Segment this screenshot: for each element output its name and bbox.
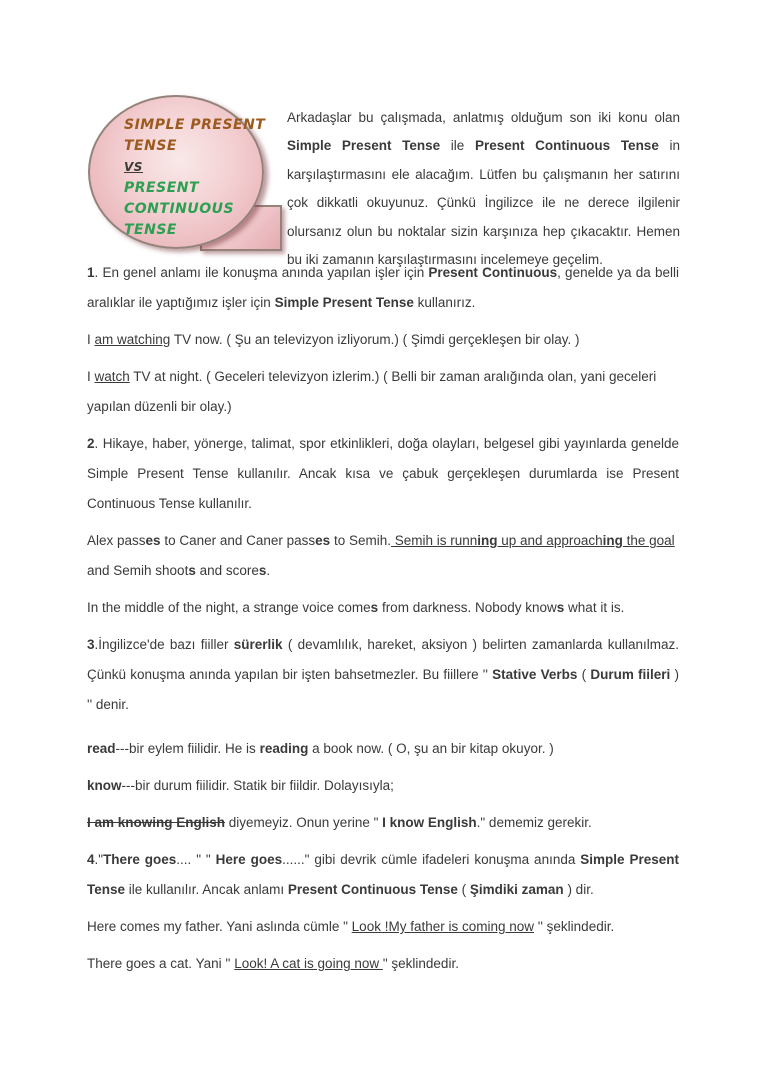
text-segment: . En genel anlamı ile konuşma anında yapılan işler için: [94, 265, 429, 280]
text-segment: Here comes my father. Yani aslında cümle ": [87, 919, 352, 934]
text-segment: 1: [87, 265, 95, 280]
text-segment: Alex pass: [87, 533, 146, 548]
text-segment: ) dir.: [563, 882, 594, 897]
text-segment: I am knowing English: [87, 815, 226, 830]
text-segment: reading: [259, 741, 309, 756]
text-segment: There goes: [103, 852, 177, 867]
text-segment: Here goes: [215, 852, 283, 867]
text-segment: , genelde ya da belli aralıklar ile yaptığımız işler için: [87, 265, 679, 310]
text-segment: Look! A cat is going now: [234, 956, 383, 971]
text-segment: .: [266, 563, 271, 578]
text-segment: ---bir eylem fiilidir. He is: [115, 741, 260, 756]
text-segment: es: [315, 533, 331, 548]
text-segment: ---bir durum fiilidir. Statik bir fiildir. Dolayısıyla;: [121, 778, 394, 793]
example-am-watching: [87, 325, 679, 355]
paragraph-2: [87, 429, 679, 519]
text-segment: sürerlik: [233, 637, 283, 652]
intro-paragraph: [287, 104, 680, 275]
text-segment: watch: [94, 369, 130, 384]
text-segment: Şimdiki zaman: [469, 882, 564, 897]
text-segment: ing: [477, 533, 498, 548]
text-segment: Present Continuous Tense: [474, 138, 659, 153]
text-segment: I: [87, 332, 95, 347]
paragraph-4: [87, 845, 679, 905]
text-segment: TV now. ( Şu an televizyon izliyorum.) ( Şimdi gerçekleşen bir olay. ): [170, 332, 580, 347]
example-night-voice: [87, 593, 679, 623]
text-segment: . Hikaye, haber, yönerge, talimat, spor etkinlikleri, doğa olayları, belgesel gibi yayınlarda genelde Simple Present Tense kullanılır. Ancak kısa ve çabuk gerçekleşen durumlarda ise Present Continuous Tense kullanılır.: [87, 436, 679, 511]
text-segment: to Semih.: [330, 533, 391, 548]
text-segment: ing: [602, 533, 623, 548]
text-segment: 2: [87, 436, 95, 451]
bubble-title-line4: CONTINUOUS: [124, 201, 235, 217]
text-segment: and score: [195, 563, 259, 578]
example-there-goes-cat: [87, 949, 679, 979]
text-segment: know: [87, 778, 122, 793]
text-segment: Present Continuous: [428, 265, 558, 280]
text-segment: ......" gibi devrik cümle ifadeleri konuşma anında: [282, 852, 581, 867]
text-segment: ." dememiz gerekir.: [476, 815, 592, 830]
text-segment: in karşılaştırmasını ele alacağım. Lütfen bu çalışmanın her satırını çok dikkatli okuyunuz. Çünkü İngilizce ile ne derece ilgilenir olursanız olun bu noktalar sizin karşınıza hep çıkacaktır. Hemen bu iki zamanın karşılaştırmasını incelemeye geçelim.: [287, 138, 680, 267]
example-here-comes-father: [87, 912, 679, 942]
text-segment: Stative Verbs: [492, 667, 578, 682]
example-know: [87, 771, 679, 801]
paragraph-3: [87, 630, 679, 720]
text-segment: s: [258, 563, 267, 578]
text-segment: There goes a cat. Yani '': [87, 956, 235, 971]
text-segment: s: [370, 600, 379, 615]
text-segment: ile: [440, 138, 475, 153]
bubble-title-line2: TENSE: [124, 138, 177, 154]
text-segment: to Caner and Caner pass: [160, 533, 316, 548]
bubble-vs-label: VS: [124, 160, 143, 174]
example-watch: [87, 362, 679, 422]
text-segment: I know English: [382, 815, 477, 830]
text-segment: Simple Present Tense: [87, 852, 679, 897]
text-segment: TV at night. ( Geceleri televizyon izlerim.) ( Belli bir zaman aralığında olan, yani geceleri yapılan düzenli bir olay.): [87, 369, 657, 414]
text-segment: read: [87, 741, 116, 756]
text-segment: 3: [87, 637, 95, 652]
speech-bubble-text: [124, 115, 265, 241]
text-segment: diyemeyiz. Onun yerine ": [225, 815, 383, 830]
text-segment: from darkness. Nobody know: [378, 600, 557, 615]
speech-bubble-graphic: [88, 95, 284, 255]
text-segment: s: [556, 600, 565, 615]
text-segment: kullanırız.: [413, 295, 476, 310]
bubble-title-line5: TENSE: [124, 222, 177, 238]
text-segment: a book now. ( O, şu an bir kitap okuyor. ): [308, 741, 554, 756]
bubble-title-line1: SIMPLE PRESENT: [124, 117, 266, 133]
example-knowing-english: [87, 808, 679, 838]
text-segment: ) '' denir.: [87, 667, 680, 712]
text-segment: the goal: [622, 533, 675, 548]
text-segment: .... " ": [176, 852, 216, 867]
text-segment: 4: [87, 852, 95, 867]
text-segment: Simple Present Tense: [287, 138, 441, 153]
text-segment: Look !My father is coming now: [351, 919, 535, 934]
text-segment: In the middle of the night, a strange voice come: [87, 600, 371, 615]
text-segment: s: [188, 563, 196, 578]
example-football: [87, 526, 679, 586]
paragraph-1: [87, 258, 679, 318]
text-segment: (: [457, 882, 470, 897]
text-segment: es: [145, 533, 161, 548]
document-body: [87, 258, 679, 986]
text-segment: " şeklindedir.: [382, 956, 459, 971]
text-segment: ile kullanılır. Ancak anlamı: [125, 882, 288, 897]
text-segment: up and approach: [497, 533, 603, 548]
text-segment: and Semih shoot: [87, 563, 189, 578]
text-segment: '' şeklindedir.: [534, 919, 615, 934]
text-segment: .İngilizce'de bazı fiiller: [94, 637, 234, 652]
text-segment: (: [577, 667, 591, 682]
bubble-title-line3: PRESENT: [124, 180, 200, 196]
example-read: [87, 734, 679, 764]
text-segment: what it is.: [564, 600, 625, 615]
text-segment: ( devamlılık, hareket, aksiyon ) belirten zamanlarda kullanılmaz. Çünkü konuşma anında yapılan bir işten bahsetmezler. Bu fiillere '': [87, 637, 679, 682]
text-segment: Semih is runn: [390, 533, 478, 548]
text-segment: Simple Present Tense: [274, 295, 414, 310]
text-segment: .": [94, 852, 104, 867]
text-segment: Arkadaşlar bu çalışmada, anlatmış olduğum son iki konu olan: [287, 109, 680, 125]
text-segment: I: [87, 369, 95, 384]
text-segment: am watching: [94, 332, 171, 347]
text-segment: Present Continuous Tense: [287, 882, 458, 897]
text-segment: Durum fiileri: [590, 667, 671, 682]
